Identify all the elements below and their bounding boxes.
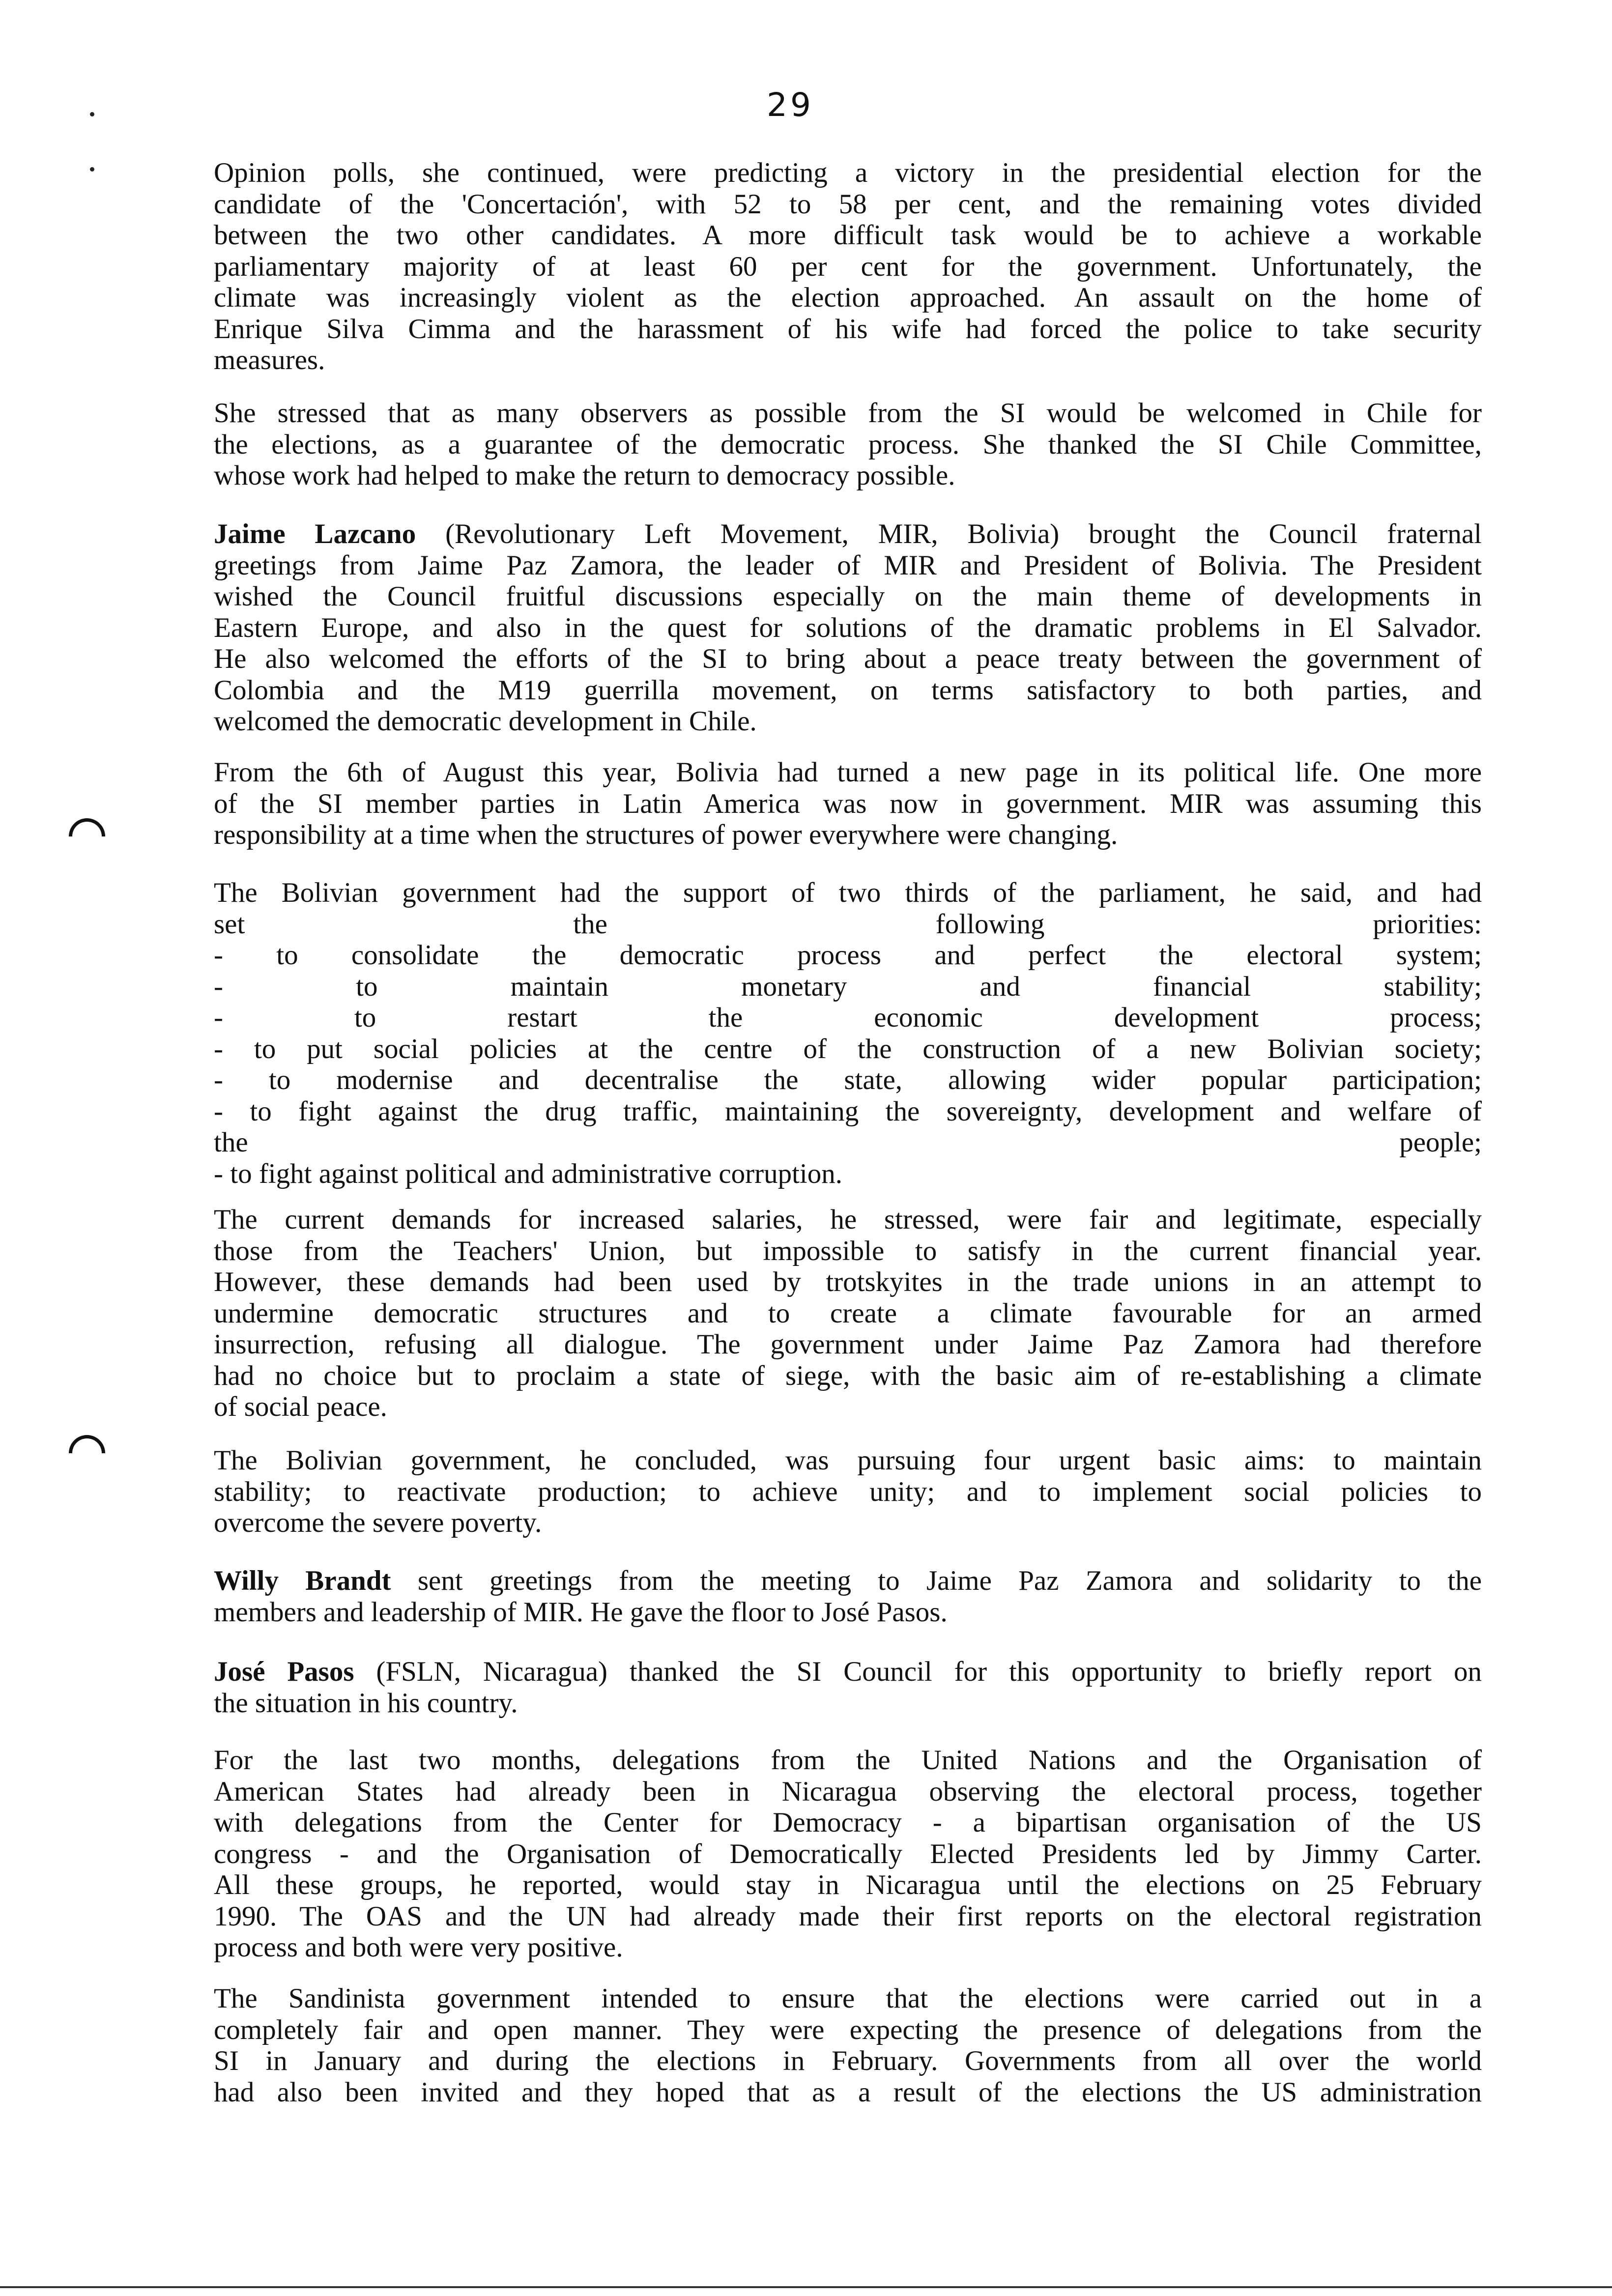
text-line (214, 706, 1482, 737)
text-line (214, 877, 1482, 909)
line-text: overcome the severe poverty. (214, 1507, 542, 1538)
text-line (214, 1597, 1482, 1628)
margin-dot-mark (90, 112, 94, 116)
line-text: with delegations from the Center for Democracy - a bipartisan organisation of the US (214, 1807, 1482, 1838)
text-line (214, 971, 1482, 1003)
line-text: 1990. The OAS and the UN had already made their first reports on the electoral registration (214, 1900, 1482, 1932)
line-text: had no choice but to proclaim a state of siege, with the basic aim of re-establishing a climate (214, 1360, 1482, 1391)
text-line (214, 550, 1482, 581)
text-line (214, 282, 1482, 314)
page-number: 29 (767, 86, 814, 124)
line-text: From the 6th of August this year, Bolivia had turned a new page in its political life. One more (214, 757, 1482, 788)
line-text: Eastern Europe, and also in the quest for solutions of the dramatic problems in El Salvador. (214, 612, 1482, 643)
line-text: - to modernise and decentralise the state, allowing wider popular participation; (214, 1064, 1482, 1095)
line-text: between the two other candidates. A more difficult task would be to achieve a workable (214, 220, 1482, 251)
line-text: (FSLN, Nicaragua) thanked the SI Council for this opportunity to briefly report on (354, 1656, 1482, 1687)
line-text: members and leadership of MIR. He gave the floor to José Pasos. (214, 1596, 948, 1628)
text-line (214, 1807, 1482, 1838)
text-line (214, 314, 1482, 345)
text-line (214, 757, 1482, 788)
line-text: Colombia and the M19 guerrilla movement, on terms satisfactory to both parties, and (214, 674, 1482, 706)
line-text: - to maintain monetary and financial stability; (214, 971, 1482, 1002)
line-text: All these groups, he reported, would stay in Nicaragua until the elections on 25 February (214, 1869, 1482, 1900)
text-line (214, 1391, 1482, 1423)
text-line (214, 2045, 1482, 2077)
line-text: stability; to reactivate production; to achieve unity; and to implement social policies to (214, 1476, 1482, 1507)
text-line (214, 643, 1482, 675)
line-text: measures. (214, 344, 325, 375)
text-line (214, 612, 1482, 644)
text-line (214, 940, 1482, 971)
hole-punch-mark (61, 811, 113, 862)
speaker-name: Jaime Lazcano (214, 518, 416, 549)
text-line (214, 675, 1482, 706)
line-text: parliamentary majority of at least 60 per cent for the government. Unfortunately, the (214, 251, 1482, 282)
text-line (214, 1476, 1482, 1508)
bottom-rule (0, 2286, 1612, 2288)
line-text: SI in January and during the elections in February. Governments from all over the world (214, 2045, 1482, 2076)
text-line (214, 1033, 1482, 1065)
paragraph (214, 1656, 1482, 1719)
paragraph (214, 1983, 1482, 2108)
text-line (214, 251, 1482, 283)
line-text: of the SI member parties in Latin America was now in government. MIR was assuming this (214, 788, 1482, 819)
line-text: wished the Council fruitful discussions especially on the main theme of developments in (214, 581, 1482, 612)
line-text: The Bolivian government, he concluded, was pursuing four urgent basic aims: to maintain (214, 1445, 1482, 1476)
text-line (214, 819, 1482, 851)
text-line (214, 2014, 1482, 2046)
line-text: had also been invited and they hoped that as a result of the elections the US administration (214, 2076, 1482, 2108)
line-text: welcomed the democratic development in Chile. (214, 706, 757, 737)
text-line (214, 1869, 1482, 1901)
text-line (214, 788, 1482, 820)
text-line (214, 1565, 1482, 1597)
line-text: the people; (214, 1127, 1482, 1158)
speaker-name: Willy Brandt (214, 1565, 391, 1596)
line-text: those from the Teachers' Union, but impossible to satisfy in the current financial year. (214, 1235, 1482, 1266)
line-text: the elections, as a guarantee of the democratic process. She thanked the SI Chile Committee, (214, 429, 1482, 460)
line-text: completely fair and open manner. They were expecting the presence of delegations from the (214, 2014, 1482, 2045)
text-line (214, 1776, 1482, 1808)
line-text: Opinion polls, she continued, were predicting a victory in the presidential election for the (214, 157, 1482, 188)
text-line (214, 1983, 1482, 2014)
line-text: The Bolivian government had the support of two thirds of the parliament, he said, and had (214, 877, 1482, 908)
text-line (214, 1002, 1482, 1033)
text-line (214, 157, 1482, 189)
text-line (214, 1204, 1482, 1235)
text-line (214, 1096, 1482, 1127)
paragraph (214, 1204, 1482, 1423)
text-line (214, 460, 1482, 491)
text-line (214, 1932, 1482, 1963)
line-text: He also welcomed the efforts of the SI to bring about a peace treaty between the government of (214, 643, 1482, 674)
paragraph (214, 398, 1482, 491)
text-line (214, 1266, 1482, 1298)
line-text: greetings from Jaime Paz Zamora, the leader of MIR and President of Bolivia. The President (214, 549, 1482, 581)
line-text: The Sandinista government intended to ensure that the elections were carried out in a (214, 1983, 1482, 2014)
text-line (214, 1656, 1482, 1688)
line-text: - to fight against political and administrative corruption. (214, 1158, 843, 1189)
text-line (214, 2077, 1482, 2108)
text-line (214, 909, 1482, 940)
margin-dot-mark (90, 167, 94, 172)
text-line (214, 1235, 1482, 1267)
text-line (214, 1360, 1482, 1392)
line-text: However, these demands had been used by trotskyites in the trade unions in an attempt to (214, 1266, 1482, 1297)
hole-punch-mark (61, 1428, 113, 1479)
text-line (214, 1688, 1482, 1719)
line-text: candidate of the 'Concertación', with 52 to 58 per cent, and the remaining votes divided (214, 188, 1482, 220)
line-text: of social peace. (214, 1391, 387, 1422)
text-line (214, 518, 1482, 550)
text-line (214, 1329, 1482, 1360)
text-line (214, 1838, 1482, 1870)
line-text: The current demands for increased salaries, he stressed, were fair and legitimate, especially (214, 1204, 1482, 1235)
text-line (214, 1507, 1482, 1539)
line-text: She stressed that as many observers as possible from the SI would be welcomed in Chile for (214, 398, 1482, 429)
line-text: set the following priorities: (214, 908, 1482, 940)
text-line (214, 189, 1482, 220)
paragraph (214, 757, 1482, 851)
line-text: process and both were very positive. (214, 1932, 623, 1963)
paragraph (214, 157, 1482, 376)
text-line (214, 581, 1482, 612)
text-line (214, 398, 1482, 429)
text-line (214, 344, 1482, 376)
line-text: - to restart the economic development process; (214, 1002, 1482, 1033)
line-text: (Revolutionary Left Movement, MIR, Bolivia) brought the Council fraternal (416, 518, 1482, 549)
line-text: undermine democratic structures and to create a climate favourable for an armed (214, 1297, 1482, 1329)
text-line (214, 1901, 1482, 1932)
paragraph (214, 1745, 1482, 1963)
line-text: the situation in his country. (214, 1687, 518, 1719)
text-line (214, 1158, 1482, 1190)
text-line (214, 220, 1482, 251)
line-text: - to consolidate the democratic process and perfect the electoral system; (214, 940, 1482, 971)
speaker-name: José Pasos (214, 1656, 354, 1687)
line-text: climate was increasingly violent as the election approached. An assault on the home of (214, 282, 1482, 313)
paragraph (214, 1445, 1482, 1539)
paragraph (214, 518, 1482, 737)
line-text: American States had already been in Nicaragua observing the electoral process, together (214, 1776, 1482, 1807)
line-text: - to fight against the drug traffic, maintaining the sovereignty, development and welfare of (214, 1095, 1482, 1127)
line-text: sent greetings from the meeting to Jaime Paz Zamora and solidarity to the (391, 1565, 1482, 1596)
text-line (214, 1127, 1482, 1158)
line-text: responsibility at a time when the structures of power everywhere were changing. (214, 819, 1118, 850)
text-line (214, 1745, 1482, 1776)
line-text: whose work had helped to make the return to democracy possible. (214, 460, 955, 491)
line-text: - to put social policies at the centre of the construction of a new Bolivian society; (214, 1033, 1482, 1064)
text-line (214, 429, 1482, 460)
text-line (214, 1298, 1482, 1329)
line-text: congress - and the Organisation of Democratically Elected Presidents led by Jimmy Carter. (214, 1838, 1482, 1869)
line-text: Enrique Silva Cimma and the harassment of his wife had forced the police to take security (214, 313, 1482, 344)
paragraph (214, 877, 1482, 1189)
line-text: insurrection, refusing all dialogue. The government under Jaime Paz Zamora had therefore (214, 1329, 1482, 1360)
paragraph (214, 1565, 1482, 1628)
text-line (214, 1064, 1482, 1096)
line-text: For the last two months, delegations from the United Nations and the Organisation of (214, 1745, 1482, 1776)
text-line (214, 1445, 1482, 1476)
